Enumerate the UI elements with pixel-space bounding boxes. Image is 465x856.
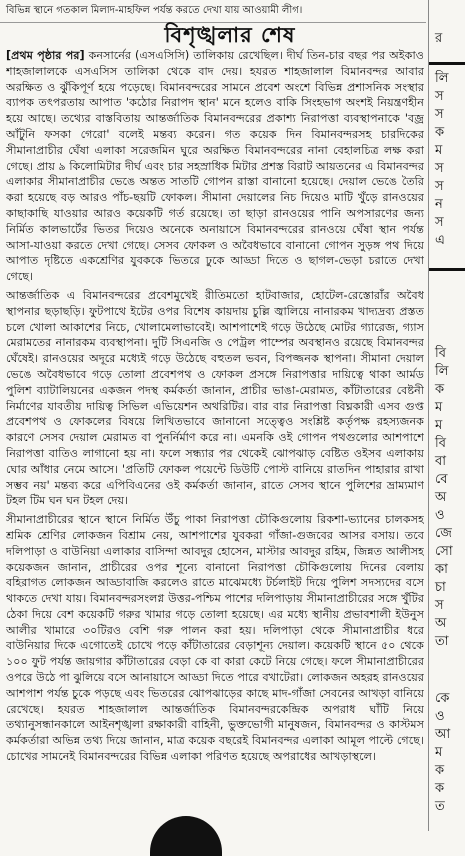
adjacent-column-char: ম xyxy=(435,400,443,415)
adjacent-column-char: ম xyxy=(435,745,443,760)
adjacent-column-char: বে xyxy=(435,472,448,487)
adjacent-column-char: ও xyxy=(435,709,445,724)
adjacent-column-char: স xyxy=(435,89,444,104)
article-paragraph xyxy=(6,48,424,285)
adjacent-column-strip xyxy=(428,0,465,831)
adjacent-column-char: কে xyxy=(435,691,450,706)
adjacent-column-char: স xyxy=(435,161,444,176)
adjacent-column-char: অ xyxy=(435,490,447,505)
adjacent-column-char: ও xyxy=(435,508,445,523)
adjacent-column-char: ক xyxy=(435,781,445,796)
adjacent-column-block xyxy=(429,690,465,816)
article-paragraph: আন্তর্জাতিক এ বিমানবন্দরের প্রবেশমুখেই রীতিমতো হাটবাজার, হোটেল-রেস্তোরাঁর অবৈধ স্থাপনার ছড়াছড়ি। ফুটপাথে ইটের ওপর বিশেষ কায়দায় চুল্লি জ্বালিয়ে নানারকম খাদ্যদ্রব্য প্রস্তত চলে খোলা আকাশের নিচে, খোলামেলাভাবেই। আশপাশেই গড়ে উঠেছে মোটর গ্যারেজ, গ্যাস মেরামতের নানারকম ব্যবস্থাপনা। দুটি সিএনজি ও পেট্রল পাম্পের অবস্থানও রয়েছে বিমানবন্দর ঘেঁষেই। রানওয়ের অদূরে মধ্যেই গড়ে উঠেছে বহুতল ভবন, বিপজ্জনক স্থাপনা। সীমানা দেয়াল ভেঙে অবৈধভাবে গড়ে তোলা প্রবেশপথ ও ফোকল প্রসঙ্গে নিরাপত্তার দায়িত্বে থাকা আর্মড পুলিশ ব্যাটালিয়নের একজন পদস্থ কর্মকর্তা জানান, প্রাচীর ভাঙা-মেরামত, কাঁটাতারের বেষ্টনী নির্মাণের যাবতীয় দায়িত্ব সিভিল এভিয়েশন অথরিটির। বার বার নিরাপত্তা বিঘ্নকারী এসব গুপ্ত প্রবেশপথ ও ফোকলের বিষয়ে লিখিতভাবে জানানো সত্ত্বেও সংশ্লিষ্ট কর্তৃপক্ষ রহস্যজনক কারণে সেসব দেয়াল মেরামত বা পুনর্নির্মাণ করে না। এমনকি ওই গোপন পথগুলোর আশপাশে নিরাপত্তা বাতিও লাগানো হয় না। ফলে সন্ধ্যার পর থেকেই ঝোপঝাড় বেষ্টিত ওইসব এলাকায় ঘোর আঁধার নেমে আসে। 'প্রতিটি ফোকল পয়েন্টে ডিউটি পোস্ট বানিয়ে রাতদিন পাহারার রাখা সম্ভব নয়' মন্তব্য করে এপিবিএনের ওই কর্মকর্তা জানান, রাতে সেসব স্থানে পুলিশের ভ্রাম্যমাণ টহল টিম ঘন ঘন টহল দেয়। xyxy=(6,288,424,508)
adjacent-column-block xyxy=(429,70,465,250)
adjacent-column-char: সো xyxy=(435,544,453,559)
adjacent-column-char: অ xyxy=(435,616,447,631)
continuation-label: [প্রথম পৃষ্ঠার পর] xyxy=(6,49,85,62)
adjacent-column-char: বি xyxy=(435,346,446,361)
paragraph-text: কনসার্নের (এসএসিসি) তালিকায় রেখেছিল। দীর্ঘ তিন-চার বছর পর অইকাও শাহজালালকে এসএসিস তালিকা থেকে বাদ দেয়। হযরত শাহজালাল বিমানবন্দর আবার অরক্ষিত ও ঝুঁকিপূর্ণ হয়ে পড়েছে। বিমানবন্দরের সামনে প্রবেশ অংশে বিভিন্ন প্রশাসনিক সংস্থার ব্যাপক তৎপরতায় আপাত 'কঠোর নিরাপদ স্থান' মনে হলেও বাকি সিংহভাগ অংশই নিয়ন্ত্রণহীন হয়ে আছে। তথ্যের বাস্তবিতায় আন্তর্জাতিক বিমানবন্দরের প্রকাশ্য নিরাপত্তা ব্যবস্থাপনাকে 'বজ্র আঁটুনি ফসকা গেরো' বলেই মন্তব্য করেন। গত কয়েক দিন বিমানবন্দরসহ চারদিকের সীমানাপ্রাচীর ঘেঁষা এলাকা সরেজমিন ঘুরে অরক্ষিত বিমানবন্দরের নানা বেহালচিত্র লক্ষ করা গেছে। প্রায় ৯ কিলোমিটার দীর্ঘ এবং চার সহস্রাধিক মিটার প্রশস্ত বিরাট আয়তনের এ বিমানবন্দর এলাকার সীমানাপ্রাচীর ভেঙে অন্তত সাতটি গোপন রাস্তা বানানো হয়েছে। দেয়াল ভেঙে তৈরি করা হয়েছে বড় আরও পাঁচ-ছয়টি ফোকল। সীমানা দেয়ালের নিচ দিয়েও মাটি খুঁড়ে রানওয়ের কাছাকাছি যাওয়ার আরও কয়েকটি গর্ত রয়েছে। তা ছাড়া রানওয়ের পানি অপসারণের জন্য নির্মিত কালভার্টের ভিতর দিয়েও অনেকে অনায়াসে বিমানবন্দরের রানওয়ে ঘেঁষা স্থান পর্যন্ত আসা-যাওয়া করতে দেখা গেছে। সেসব ফোকল ও অবৈধভাবে বানানো গোপন সুড়ঙ্গ পথ দিয়ে আপাত দৃষ্টিতে একশ্রেণির যুবককে ভিতরে ঢুকে আড্ডা দিতে ও ছাগল-ভেড়া চরাতে দেখা গেছে। xyxy=(6,49,424,284)
adjacent-column-char: আ xyxy=(435,727,451,742)
column-divider xyxy=(429,268,465,271)
previous-article-line: বিভিন্ন স্থানে গতকাল মিলাদ-মাহফিল পর্যন্ত করতে দেখা যায় আওয়ামী লীগ। xyxy=(0,0,426,23)
article-title: বিশৃঙ্খলার শেষ xyxy=(164,23,296,47)
adjacent-column-char: ন xyxy=(435,197,443,212)
adjacent-column-char: স xyxy=(435,179,444,194)
adjacent-column-char: চা xyxy=(435,580,446,595)
column-divider xyxy=(429,62,465,65)
adjacent-column-char: স xyxy=(435,215,444,230)
adjacent-column-char: জে xyxy=(435,526,452,541)
article-body xyxy=(6,48,424,828)
adjacent-column-block xyxy=(429,345,465,651)
adjacent-column-char: লি xyxy=(435,71,449,86)
adjacent-column-char: লি xyxy=(435,364,449,379)
adjacent-column-char: ক xyxy=(435,763,445,778)
adjacent-column-char: এ xyxy=(435,233,445,248)
adjacent-column-char: বি xyxy=(435,436,446,451)
adjacent-column-char: কা xyxy=(435,562,448,577)
article-paragraph: সীমানাপ্রাচীরের স্থানে স্থানে নির্মিত উঁচু পাকা নিরাপত্তা চৌকিগুলোয় রিকশা-ভ্যানের চালকসহ শ্রমিক শ্রেণির লোকজন বিশ্রাম নেয়, আশপাশের যুবকরা গাঁজা-গুজবের আসর বসায়। তবে দলিপাড়া ও বাউনিয়া এলাকার বাসিন্দা আবদুর হোসেন, মাস্টার আবদুর রহিম, জিন্নত আলীসহ কয়েকজন জানান, প্রাচীরের ওপর শূন্যে বানানো নিরাপত্তা চৌকিগুলোয় দিনের বেলায় বহিরাগত লোকজন আড্ডাবাজি করলেও রাতে মাঝেমধ্যে টর্চলাইট দিয়ে পুলিশ সদস্যদের বসে থাকতে দেখা যায়। বিমানবন্দরসংলগ্ন উত্তর-পশ্চিম পাশের দলিপাড়ায় সীমানাপ্রাচীরের সঙ্গে খুঁটির ঠেকা দিয়ে বেশ কয়েকটি গরুর খামার গড়ে তোলা হয়েছে। এর মধ্যে স্থানীয় প্রভাবশালী ইউনুস আলীর খামারে ৩০টিরও বেশি গরু পালন করা হয়। দলিপাড়া থেকে সীমানাপ্রাচীর ধরে বাউনিয়ার দিকে এগোতেই চোখে পড়ে কাঁটাতারের বেড়াশূন্য দেয়াল। কয়েকটি স্থানে ৫০ থেকে ১০০ ফুট পর্যন্ত জায়গার কাঁটাতারের বেড়া কে বা কারা কেটে নিয়ে গেছে। ফলে সীমানাপ্রাচীরের ওপরে উঠে পা ঝুলিয়ে বসে আনায়াসে আড্ডা দিতে পারে বখাটেরা। লোকজন অহরহ রানওয়ের আশপাশ পর্যন্ত চুকে পড়ছে এবং ভিতরের ঝোপঝাড়ের কাছে মাদ-গাঁজা সেবনের আখড়া বানিয়ে রেখেছে। হযরত শাহজালাল আন্তর্জাতিক বিমানবন্দরকেন্দ্রিক অপরাধ ঘাঁটি নিয়ে তথ্যানুসন্ধানকালে আইনশৃঙ্খলা রক্ষাকারী বাহিনী, ভুক্তভোগী মানুষজন, বিমানবন্দর ও কাস্টমস কর্মকর্তারা অভিন্ন তথ্য দিয়ে জানান, মাত্র কয়েক বছরেই বিমানবন্দর এলাকা আমূল পাল্টে গেছে। চোখের সামনেই বিমানবন্দরের বিভিন্ন এলাকা পরিণত হয়েছে অপরাধের আখড়াস্থলে। xyxy=(6,513,424,764)
adjacent-column-block xyxy=(429,30,465,48)
adjacent-column-char: স xyxy=(435,598,444,613)
adjacent-column-char: ম xyxy=(435,143,443,158)
adjacent-column-char: বা xyxy=(435,454,447,469)
adjacent-column-char: ত xyxy=(435,799,445,814)
adjacent-column-char: ক xyxy=(435,125,445,140)
adjacent-column-char: ম xyxy=(435,418,443,433)
adjacent-column-char: স xyxy=(435,107,444,122)
adjacent-column-char: তা xyxy=(435,634,449,649)
adjacent-column-char: র xyxy=(435,31,443,46)
adjacent-column-char: ক xyxy=(435,382,445,397)
